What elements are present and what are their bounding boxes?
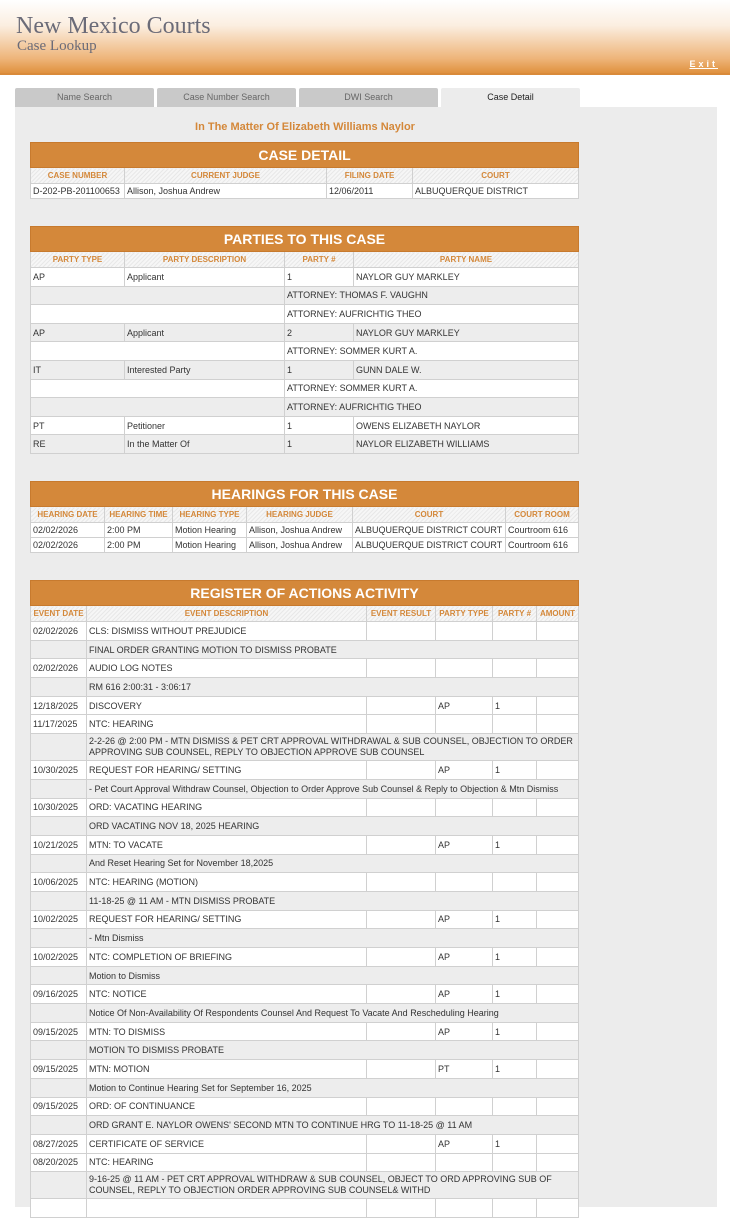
table-cell: [537, 1022, 579, 1041]
table-cell: D-202-PB-201100653: [31, 184, 125, 199]
table-cell: 10/02/2025: [31, 910, 87, 929]
site-subtitle: Case Lookup: [17, 38, 97, 54]
tab-case-detail[interactable]: Case Detail: [441, 88, 580, 107]
column-header: EVENT DESCRIPTION: [87, 606, 367, 622]
table-cell: [367, 659, 436, 678]
table-cell: 1: [493, 696, 537, 715]
event-row: [31, 1060, 579, 1079]
table-cell: 11-18-25 @ 11 AM - MTN DISMISS PROBATE: [87, 891, 579, 910]
table-cell: Motion to Dismiss: [87, 966, 579, 985]
table-cell: CERTIFICATE OF SERVICE: [87, 1134, 367, 1153]
table-cell: 1: [493, 835, 537, 854]
table-cell: [367, 696, 436, 715]
blank-cell: [31, 966, 87, 985]
table-cell: [31, 1199, 87, 1218]
table-cell: 08/27/2025: [31, 1134, 87, 1153]
table-cell: 10/21/2025: [31, 835, 87, 854]
event-row: [31, 715, 579, 734]
table-cell: [87, 1199, 367, 1218]
table-cell: [436, 622, 493, 641]
table-cell: IT: [31, 360, 125, 379]
table-cell: 1: [285, 360, 354, 379]
table-cell: NTC: HEARING (MOTION): [87, 873, 367, 892]
table-cell: [367, 1199, 436, 1218]
column-header: PARTY TYPE: [436, 606, 493, 622]
table-cell: [537, 1097, 579, 1116]
blank-cell: [31, 817, 87, 836]
table-cell: NTC: COMPLETION OF BRIEFING: [87, 948, 367, 967]
blank-cell: [31, 379, 285, 398]
column-header: EVENT RESULT: [367, 606, 436, 622]
blank-cell: [31, 305, 285, 324]
hearing-row: [31, 538, 579, 553]
table-cell: [537, 622, 579, 641]
event-note-row: [31, 640, 579, 659]
table-cell: [493, 715, 537, 734]
table-cell: AP: [436, 696, 493, 715]
table-cell: [493, 798, 537, 817]
table-cell: [367, 622, 436, 641]
column-header: CURRENT JUDGE: [125, 168, 327, 184]
site-header: [0, 0, 730, 75]
table-cell: AP: [436, 835, 493, 854]
table-cell: ATTORNEY: AUFRICHTIG THEO: [285, 398, 579, 417]
table-cell: 9-16-25 @ 11 AM - PET CRT APPROVAL WITHDRAW & SUB COUNSEL, OBJECT TO ORD APPROVING SUB OF COUNSEL, REPLY TO OBJECTION ORDER APPROVING SUB COUNSEL& WITHD: [87, 1172, 579, 1199]
blank-cell: [31, 1116, 87, 1135]
table-cell: ATTORNEY: SOMMER KURT A.: [285, 379, 579, 398]
event-note-row: [31, 891, 579, 910]
table-cell: 10/06/2025: [31, 873, 87, 892]
column-header: PARTY #: [285, 252, 354, 268]
table-cell: [537, 985, 579, 1004]
table-cell: [367, 910, 436, 929]
table-cell: NAYLOR GUY MARKLEY: [354, 268, 579, 287]
table-cell: Courtroom 616: [506, 538, 579, 553]
table-cell: ORD VACATING NOV 18, 2025 HEARING: [87, 817, 579, 836]
attorney-row: [31, 342, 579, 361]
case-detail-table: [30, 142, 579, 199]
table-cell: [537, 1153, 579, 1172]
table-cell: [436, 1097, 493, 1116]
table-cell: REQUEST FOR HEARING/ SETTING: [87, 910, 367, 929]
table-cell: 11/17/2025: [31, 715, 87, 734]
table-cell: [436, 1199, 493, 1218]
column-header: PARTY DESCRIPTION: [125, 252, 285, 268]
table-cell: 09/15/2025: [31, 1022, 87, 1041]
table-cell: ATTORNEY: THOMAS F. VAUGHN: [285, 286, 579, 305]
table-cell: [537, 1060, 579, 1079]
table-cell: Petitioner: [125, 416, 285, 435]
party-row: [31, 435, 579, 454]
table-cell: PT: [31, 416, 125, 435]
event-note-row: [31, 817, 579, 836]
table-cell: FINAL ORDER GRANTING MOTION TO DISMISS PROBATE: [87, 640, 579, 659]
table-cell: 1: [493, 1134, 537, 1153]
table-cell: [537, 761, 579, 780]
table-cell: 02/02/2026: [31, 622, 87, 641]
table-cell: [436, 798, 493, 817]
table-cell: AP: [31, 268, 125, 287]
party-row: [31, 416, 579, 435]
table-cell: NTC: HEARING: [87, 715, 367, 734]
table-cell: [537, 659, 579, 678]
event-note-row: [31, 678, 579, 697]
table-cell: 12/18/2025: [31, 696, 87, 715]
table-cell: 10/30/2025: [31, 798, 87, 817]
table-cell: 1: [285, 416, 354, 435]
event-note-row: [31, 854, 579, 873]
table-cell: ATTORNEY: AUFRICHTIG THEO: [285, 305, 579, 324]
hearing-row: [31, 523, 579, 538]
table-cell: NTC: NOTICE: [87, 985, 367, 1004]
table-cell: 02/02/2026: [31, 538, 105, 553]
table-cell: Allison, Joshua Andrew: [247, 523, 353, 538]
table-cell: 09/15/2025: [31, 1060, 87, 1079]
table-cell: 02/02/2026: [31, 523, 105, 538]
table-cell: In the Matter Of: [125, 435, 285, 454]
table-cell: Motion Hearing: [173, 538, 247, 553]
blank-cell: [31, 678, 87, 697]
table-cell: AP: [436, 985, 493, 1004]
table-cell: [493, 1153, 537, 1172]
event-note-row: [31, 734, 579, 761]
table-cell: AP: [31, 323, 125, 342]
table-cell: [436, 1153, 493, 1172]
table-cell: ORD: OF CONTINUANCE: [87, 1097, 367, 1116]
table-cell: [537, 835, 579, 854]
event-row: [31, 1022, 579, 1041]
blank-cell: [31, 929, 87, 948]
blank-cell: [31, 342, 285, 361]
table-cell: 10/02/2025: [31, 948, 87, 967]
table-cell: [367, 873, 436, 892]
column-header: AMOUNT: [537, 606, 579, 622]
party-row: [31, 323, 579, 342]
table-cell: AP: [436, 910, 493, 929]
table-cell: Allison, Joshua Andrew: [247, 538, 353, 553]
table-cell: [493, 1097, 537, 1116]
section-caption: CASE DETAIL: [31, 143, 579, 168]
table-cell: AUDIO LOG NOTES: [87, 659, 367, 678]
tab-name-search[interactable]: Name Search: [15, 88, 154, 107]
table-cell: ATTORNEY: SOMMER KURT A.: [285, 342, 579, 361]
table-row: [31, 184, 579, 199]
table-cell: MTN: TO VACATE: [87, 835, 367, 854]
table-cell: NTC: HEARING: [87, 1153, 367, 1172]
table-cell: [493, 1199, 537, 1218]
blank-cell: [31, 854, 87, 873]
table-cell: 08/20/2025: [31, 1153, 87, 1172]
table-cell: [537, 1134, 579, 1153]
table-cell: REQUEST FOR HEARING/ SETTING: [87, 761, 367, 780]
table-cell: AP: [436, 761, 493, 780]
table-cell: 1: [493, 761, 537, 780]
table-cell: 2:00 PM: [105, 523, 173, 538]
table-cell: 09/15/2025: [31, 1097, 87, 1116]
table-cell: [436, 659, 493, 678]
table-cell: [367, 761, 436, 780]
column-header: PARTY #: [493, 606, 537, 622]
table-cell: [537, 1199, 579, 1218]
parties-table: [30, 226, 579, 454]
section-caption: REGISTER OF ACTIONS ACTIVITY: [31, 581, 579, 606]
table-cell: AP: [436, 1134, 493, 1153]
table-cell: [537, 715, 579, 734]
blank-cell: [31, 286, 285, 305]
table-cell: ALBUQUERQUE DISTRICT: [413, 184, 579, 199]
column-header: HEARING DATE: [31, 507, 105, 523]
table-cell: OWENS ELIZABETH NAYLOR: [354, 416, 579, 435]
table-cell: NAYLOR ELIZABETH WILLIAMS: [354, 435, 579, 454]
table-cell: 1: [493, 985, 537, 1004]
table-cell: [367, 1022, 436, 1041]
table-cell: [493, 659, 537, 678]
table-cell: 1: [493, 1060, 537, 1079]
event-row: [31, 696, 579, 715]
event-row: [31, 798, 579, 817]
table-cell: - Mtn Dismiss: [87, 929, 579, 948]
table-cell: 02/02/2026: [31, 659, 87, 678]
blank-cell: [31, 1041, 87, 1060]
table-cell: Applicant: [125, 268, 285, 287]
party-row: [31, 268, 579, 287]
column-header: HEARING TIME: [105, 507, 173, 523]
tab-case-number-search[interactable]: Case Number Search: [157, 88, 296, 107]
table-cell: GUNN DALE W.: [354, 360, 579, 379]
hearings-table: [30, 481, 579, 553]
table-cell: Motion Hearing: [173, 523, 247, 538]
event-row: [31, 910, 579, 929]
table-cell: ALBUQUERQUE DISTRICT COURT: [353, 523, 506, 538]
table-cell: 1: [493, 910, 537, 929]
event-row: [31, 622, 579, 641]
column-header: PARTY TYPE: [31, 252, 125, 268]
blank-cell: [31, 1172, 87, 1199]
table-cell: [436, 873, 493, 892]
table-cell: RE: [31, 435, 125, 454]
table-cell: MTN: MOTION: [87, 1060, 367, 1079]
table-cell: 2:00 PM: [105, 538, 173, 553]
exit-link[interactable]: Exit: [689, 59, 718, 69]
table-cell: 12/06/2011: [327, 184, 413, 199]
column-header: COURT ROOM: [506, 507, 579, 523]
blank-cell: [31, 779, 87, 798]
event-row: [31, 1097, 579, 1116]
table-cell: [537, 948, 579, 967]
section-caption: HEARINGS FOR THIS CASE: [31, 482, 579, 507]
column-header: CASE NUMBER: [31, 168, 125, 184]
blank-cell: [31, 398, 285, 417]
table-cell: [493, 873, 537, 892]
table-cell: [367, 798, 436, 817]
table-cell: [367, 1134, 436, 1153]
table-cell: [537, 910, 579, 929]
table-cell: [367, 1153, 436, 1172]
table-cell: 2-2-26 @ 2:00 PM - MTN DISMISS & PET CRT APPROVAL WITHDRAWAL & SUB COUNSEL, OBJECTION TO ORDER APPROVING SUB COUNSEL, REPLY TO OBJECTION APPROVE SUB COUNSEL: [87, 734, 579, 761]
event-row: [31, 1153, 579, 1172]
table-cell: 1: [285, 268, 354, 287]
table-cell: [367, 1060, 436, 1079]
event-note-row: [31, 1041, 579, 1060]
table-cell: [367, 948, 436, 967]
event-note-row: [31, 1078, 579, 1097]
table-cell: PT: [436, 1060, 493, 1079]
table-cell: AP: [436, 948, 493, 967]
event-note-row: [31, 779, 579, 798]
event-row: [31, 985, 579, 1004]
table-cell: [537, 798, 579, 817]
attorney-row: [31, 305, 579, 324]
site-title: New Mexico Courts: [16, 13, 211, 39]
table-cell: MOTION TO DISMISS PROBATE: [87, 1041, 579, 1060]
event-row: [31, 873, 579, 892]
table-cell: 2: [285, 323, 354, 342]
table-cell: [367, 1097, 436, 1116]
column-header: HEARING TYPE: [173, 507, 247, 523]
column-header: HEARING JUDGE: [247, 507, 353, 523]
table-cell: RM 616 2:00:31 - 3:06:17: [87, 678, 579, 697]
event-row: [31, 835, 579, 854]
table-cell: AP: [436, 1022, 493, 1041]
table-cell: ALBUQUERQUE DISTRICT COURT: [353, 538, 506, 553]
event-row: [31, 948, 579, 967]
table-cell: ORD: VACATING HEARING: [87, 798, 367, 817]
attorney-row: [31, 398, 579, 417]
table-cell: Allison, Joshua Andrew: [125, 184, 327, 199]
table-cell: [537, 873, 579, 892]
event-row: [31, 1199, 579, 1218]
event-row: [31, 761, 579, 780]
table-cell: CLS: DISMISS WITHOUT PREJUDICE: [87, 622, 367, 641]
table-cell: Courtroom 616: [506, 523, 579, 538]
party-row: [31, 360, 579, 379]
table-cell: NAYLOR GUY MARKLEY: [354, 323, 579, 342]
table-cell: Interested Party: [125, 360, 285, 379]
table-cell: [493, 622, 537, 641]
event-note-row: [31, 929, 579, 948]
section-caption: PARTIES TO THIS CASE: [31, 227, 579, 252]
blank-cell: [31, 1004, 87, 1023]
column-header: COURT: [413, 168, 579, 184]
table-cell: MTN: TO DISMISS: [87, 1022, 367, 1041]
register-of-actions-table: [30, 580, 579, 1218]
page-title: In The Matter Of Elizabeth Williams Naylor: [195, 121, 415, 133]
attorney-row: [31, 286, 579, 305]
table-cell: 1: [493, 948, 537, 967]
table-cell: [367, 985, 436, 1004]
table-cell: 1: [493, 1022, 537, 1041]
column-header: COURT: [353, 507, 506, 523]
table-cell: Applicant: [125, 323, 285, 342]
blank-cell: [31, 891, 87, 910]
column-header: PARTY NAME: [354, 252, 579, 268]
blank-cell: [31, 1078, 87, 1097]
blank-cell: [31, 734, 87, 761]
table-cell: 09/16/2025: [31, 985, 87, 1004]
event-note-row: [31, 1004, 579, 1023]
event-note-row: [31, 966, 579, 985]
table-cell: And Reset Hearing Set for November 18,2025: [87, 854, 579, 873]
table-cell: ORD GRANT E. NAYLOR OWENS' SECOND MTN TO CONTINUE HRG TO 11-18-25 @ 11 AM: [87, 1116, 579, 1135]
event-row: [31, 659, 579, 678]
column-header: EVENT DATE: [31, 606, 87, 622]
table-cell: 1: [285, 435, 354, 454]
column-header: FILING DATE: [327, 168, 413, 184]
event-row: [31, 1134, 579, 1153]
table-cell: [436, 715, 493, 734]
table-cell: 10/30/2025: [31, 761, 87, 780]
tab-dwi-search[interactable]: DWI Search: [299, 88, 438, 107]
event-note-row: [31, 1172, 579, 1199]
blank-cell: [31, 640, 87, 659]
table-cell: Notice Of Non-Availability Of Respondents Counsel And Request To Vacate And Rescheduling Hearing: [87, 1004, 579, 1023]
table-cell: [537, 696, 579, 715]
event-note-row: [31, 1116, 579, 1135]
table-cell: - Pet Court Approval Withdraw Counsel, Objection to Order Approve Sub Counsel & Reply to Objection & Mtn Dismiss: [87, 779, 579, 798]
table-cell: [367, 835, 436, 854]
table-cell: [367, 715, 436, 734]
table-cell: Motion to Continue Hearing Set for September 16, 2025: [87, 1078, 579, 1097]
table-cell: DISCOVERY: [87, 696, 367, 715]
attorney-row: [31, 379, 579, 398]
